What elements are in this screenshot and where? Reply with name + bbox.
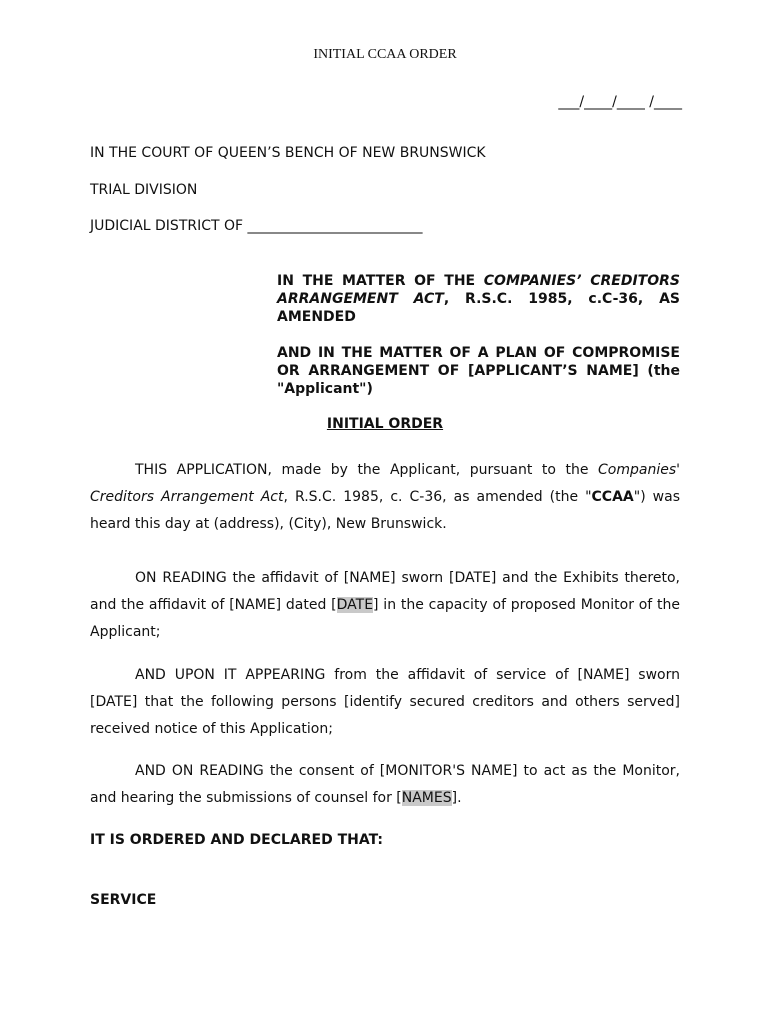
ordered-declaration: IT IS ORDERED AND DECLARED THAT: [90, 832, 384, 848]
matter-act-name: COMPANIES’ CREDITORS ARRANGEMENT ACT [277, 273, 680, 307]
para2-text-c: ] in the capacity of proposed Monitor of the Applicant; [90, 597, 681, 640]
court-division: TRIAL DIVISION [90, 182, 198, 198]
matter-act-prefix: IN THE MATTER OF THE [277, 273, 484, 289]
paragraph-upon-appearing [90, 662, 680, 743]
matter-act-suffix: , R.S.C. 1985, c.C-36, AS AMENDED [277, 291, 680, 325]
paragraph-on-reading [90, 565, 680, 646]
para1-ccaa-term: CCAA [591, 489, 634, 505]
para1-act-name: Companies' Creditors Arrangement Act [90, 462, 680, 505]
document-header-title: INITIAL CCAA ORDER [313, 47, 457, 62]
order-title-text: INITIAL ORDER [326, 416, 444, 432]
para4-highlighted-field: NAMES [401, 790, 452, 806]
court-name: IN THE COURT OF QUEEN’S BENCH OF NEW BRUNSWICK [90, 145, 486, 161]
matter-statement-act [277, 272, 680, 326]
paragraph-consent [90, 758, 680, 812]
judicial-district: JUDICIAL DISTRICT OF _________________________ [90, 218, 423, 234]
para4-text-a: AND ON READING the consent of [MONITOR'S NAME] to act as the Monitor, and hearing the submissions of counsel for [ [90, 763, 680, 806]
para3-text: AND UPON IT APPEARING from the affidavit of service of [NAME] sworn [DATE] that the following persons [identify secured creditors and others served] received notice of this Application; [90, 667, 680, 737]
order-title [0, 416, 770, 432]
para1-text-e: ") was heard this day at (address), (City), New Brunswick. [90, 489, 680, 532]
para4-text-c: ]. [451, 790, 462, 806]
paragraph-application [90, 457, 680, 538]
section-heading-service: SERVICE [90, 892, 157, 908]
para2-text-a: ON READING the affidavit of [NAME] sworn [DATE] and the Exhibits thereto, and the affidavit of [NAME] dated [ [90, 570, 680, 613]
para1-text-c: , R.S.C. 1985, c. C-36, as amended (the " [283, 489, 592, 505]
date-blank-line: ___/____/____ /____ [558, 94, 682, 110]
para2-highlighted-field: DATE [336, 597, 374, 613]
matter-statement-plan: AND IN THE MATTER OF A PLAN OF COMPROMISE OR ARRANGEMENT OF [APPLICANT’S NAME] (the "Applicant") [277, 345, 680, 397]
para1-text-a: THIS APPLICATION, made by the Applicant, pursuant to the [135, 462, 599, 478]
